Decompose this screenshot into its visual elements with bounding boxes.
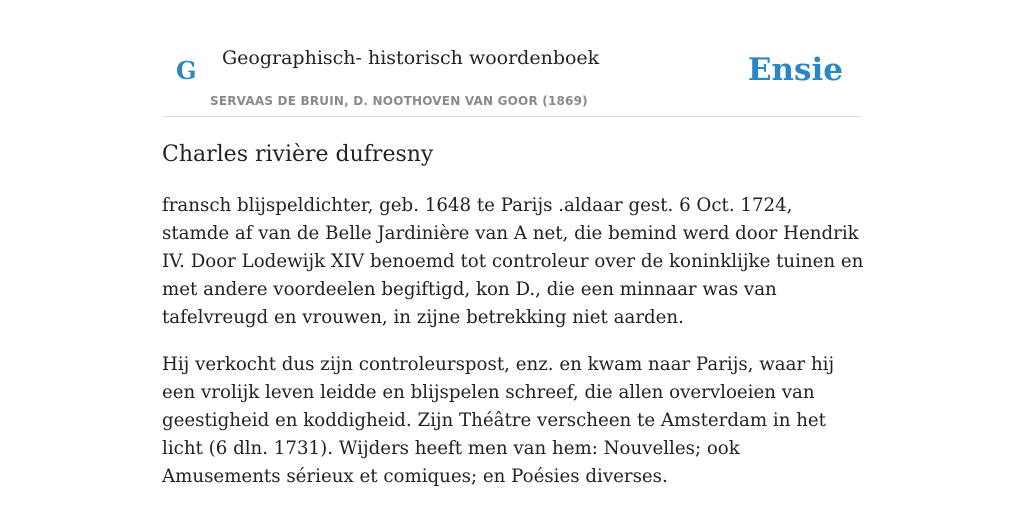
entry-paragraph: Hij verkocht dus zijn controleurspost, enz. en kwam naar Parijs, waar hij een vrolijk leven leidde en blijspelen schreef, die allen overvloeien van geestigheid en koddigheid. Zijn Théâtre verscheen te Amsterdam in het licht (6 dln. 1731). Wijders heeft men van hem: Nouvelles; ook Amusements sérieux et comiques; en Poésies diverses. bbox=[162, 354, 835, 487]
entry-paragraph: fransch blijspeldichter, geb. 1648 te Parijs .aldaar gest. 6 Oct. 1724, stamde af van de Belle Jardinière van A net, die bemind werd door Hendrik IV. Door Lodewijk XIV benoemd tot controleur over de koninklijke tuinen en met andere voordeelen begiftigd, kon D., die een minnaar was van tafelvreugd en vrouwen, in zijne betrekking niet aarden. bbox=[162, 195, 864, 328]
ensie-logo-link[interactable]: Ensie bbox=[747, 52, 843, 88]
dictionary-authors: SERVAAS DE BRUIN, D. NOOTHOVEN VAN GOOR (1869) bbox=[210, 94, 588, 108]
dictionary-letter-icon[interactable]: G bbox=[176, 56, 197, 85]
entry-body bbox=[162, 192, 864, 510]
dictionary-header bbox=[162, 0, 862, 117]
entry-title: Charles rivière dufresny bbox=[162, 142, 434, 167]
dictionary-title-link[interactable]: Geographisch- historisch woordenboek bbox=[222, 47, 600, 69]
